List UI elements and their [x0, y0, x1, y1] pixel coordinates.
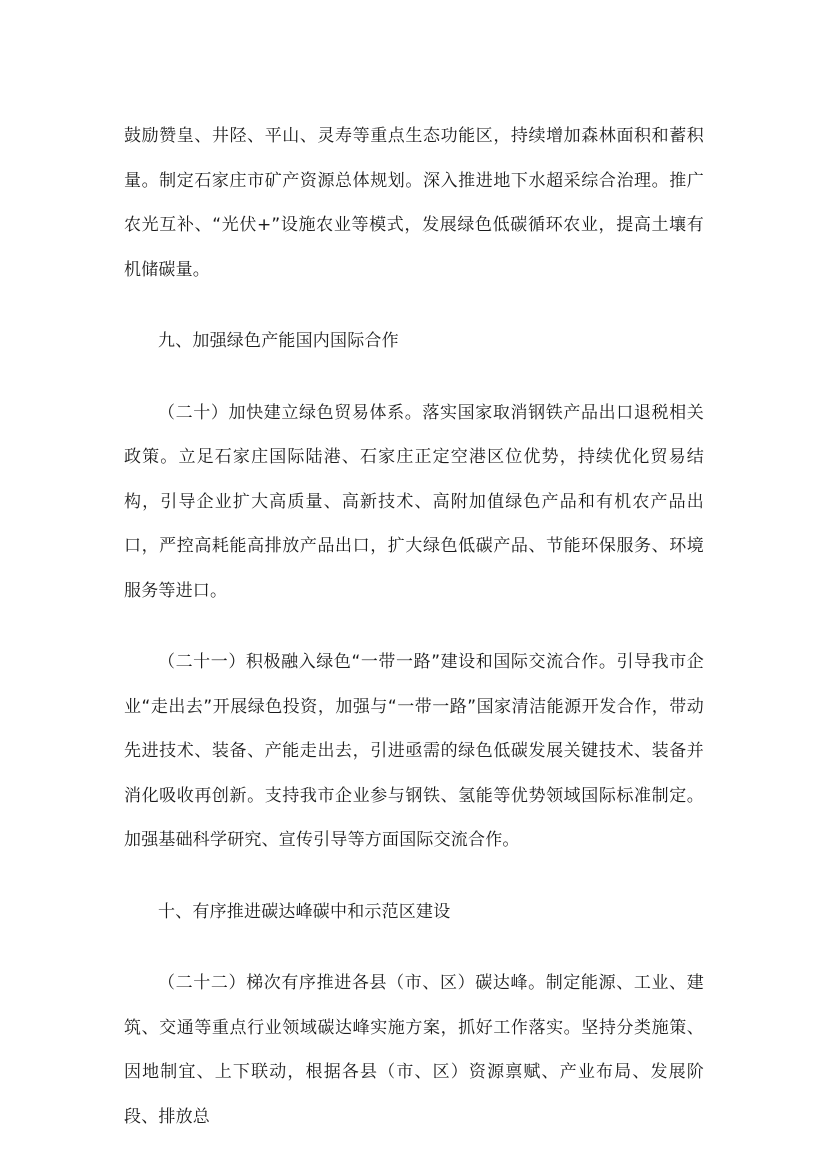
paragraph-ecology-continued: 鼓励赞皇、井陉、平山、灵寿等重点生态功能区，持续增加森林面积和蓄积量。制定石家庄市矿产资源总体规划。深入推进地下水超采综合治理。推广农光互补、“光伏+”设施农业等模式，发展绿色低碳循环农业，提高土壤有机储碳量。 [124, 126, 704, 280]
paragraph-gap [124, 613, 704, 640]
document-body [124, 114, 704, 1139]
paragraph-item-20: （二十）加快建立绿色贸易体系。落实国家取消钢铁产品出口退税相关政策。立足石家庄国际陆港、石家庄正定空港区位优势，持续优化贸易结构，引导企业扩大高质量、高新技术、高附加值绿色产品和有机农产品出口，严控高耗能高排放产品出口，扩大绿色低碳产品、节能环保服务、环境服务等进口。 [124, 402, 704, 601]
paragraph-item-21: （二十一）积极融入绿色“一带一路”建设和国际交流合作。引导我市企业“走出去”开展绿色投资，加强与“一带一路”国家清洁能源开发合作，带动先进技术、装备、产能走出去，引进亟需的绿色低碳发展关键技术、装备并消化吸收再创新。支持我市企业参与钢铁、氢能等优势领域国际标准制定。加强基础科学研究、宣传引导等方面国际交流合作。 [124, 652, 704, 850]
paragraph-item-22: （二十二）梯次有序推进各县（市、区）碳达峰。制定能源、工业、建筑、交通等重点行业领域碳达峰实施方案，抓好工作落实。坚持分类施策、因地制宜、上下联动，根据各县（市、区）资源禀赋、产业布局、发展阶段、排放总 [124, 973, 704, 1127]
paragraph-gap [124, 364, 704, 391]
paragraph-gap [124, 934, 704, 961]
paragraph-gap [124, 292, 704, 319]
section-heading-9: 九、加强绿色产能国内国际合作 [158, 331, 399, 351]
paragraph-gap [124, 863, 704, 890]
section-heading-10: 十、有序推进碳达峰碳中和示范区建设 [158, 901, 451, 922]
